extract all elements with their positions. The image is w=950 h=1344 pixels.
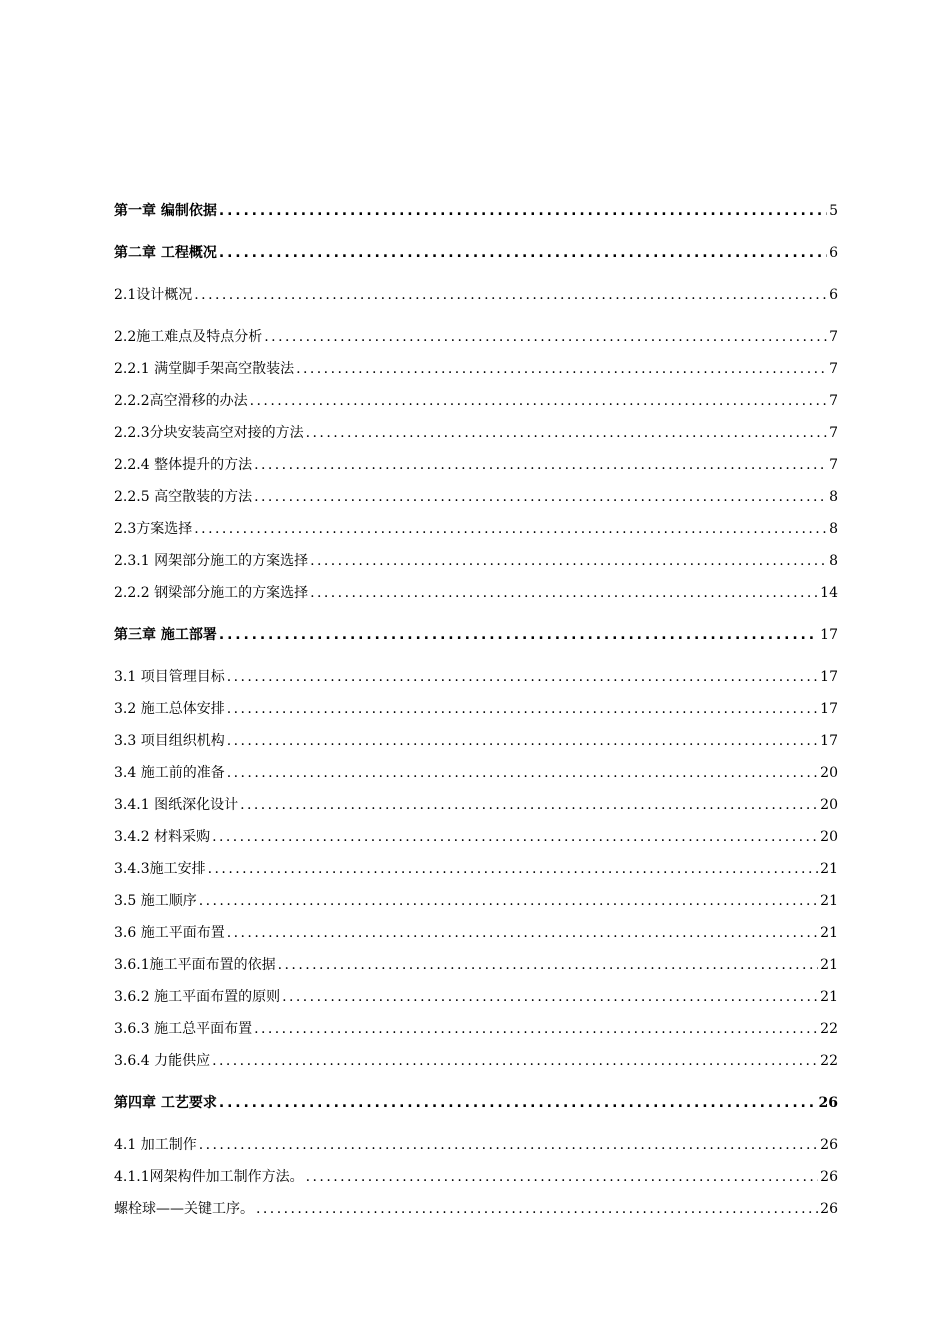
toc-dot-leader bbox=[254, 481, 827, 513]
toc-dot-leader bbox=[227, 693, 818, 725]
toc-dot-leader bbox=[306, 1161, 819, 1193]
toc-dot-leader bbox=[250, 385, 827, 417]
toc-dot-leader bbox=[264, 321, 827, 353]
toc-chapter-entry[interactable] bbox=[114, 1087, 838, 1119]
toc-dot-leader bbox=[254, 449, 827, 481]
toc-chapter-entry[interactable] bbox=[114, 195, 838, 227]
toc-page-number: 20 bbox=[820, 765, 838, 781]
toc-page-number: 26 bbox=[820, 1169, 838, 1185]
toc-page-number: 7 bbox=[829, 361, 838, 377]
toc-entry[interactable] bbox=[114, 449, 838, 481]
toc-page-number: 21 bbox=[820, 861, 838, 877]
toc-page-number: 20 bbox=[820, 797, 838, 813]
toc-entry[interactable] bbox=[114, 981, 838, 1013]
toc-entry-title: 螺栓球——关键工序。 bbox=[114, 1201, 254, 1217]
toc-dot-leader bbox=[254, 1013, 818, 1045]
toc-entry-title: 3.4.2 材料采购 bbox=[114, 829, 211, 845]
toc-dot-leader bbox=[296, 353, 827, 385]
toc-page-number: 6 bbox=[829, 287, 838, 303]
toc-dot-leader bbox=[194, 279, 827, 311]
toc-entry[interactable] bbox=[114, 1045, 838, 1077]
toc-entry[interactable] bbox=[114, 481, 838, 513]
toc-entry-title: 2.2.5 高空散装的方法 bbox=[114, 489, 253, 505]
toc-entry[interactable] bbox=[114, 1013, 838, 1045]
toc-page-number: 17 bbox=[820, 701, 838, 717]
toc-page-number: 22 bbox=[820, 1021, 838, 1037]
toc-entry-title: 4.1.1网架构件加工制作方法。 bbox=[114, 1169, 304, 1185]
toc-entry-title: 第二章 工程概况 bbox=[114, 245, 217, 261]
toc-entry[interactable] bbox=[114, 417, 838, 449]
toc-page-number: 26 bbox=[818, 1095, 838, 1111]
toc-page-number: 7 bbox=[829, 457, 838, 473]
toc-entry-title: 3.4 施工前的准备 bbox=[114, 765, 225, 781]
toc-entry-title: 3.6.3 施工总平面布置 bbox=[114, 1021, 253, 1037]
toc-entry-title: 3.3 项目组织机构 bbox=[114, 733, 225, 749]
toc-entry-title: 3.6.2 施工平面布置的原则 bbox=[114, 989, 281, 1005]
toc-dot-leader bbox=[194, 513, 827, 545]
toc-page-number: 7 bbox=[829, 425, 838, 441]
toc-entry-title: 4.1 加工制作 bbox=[114, 1137, 197, 1153]
toc-dot-leader bbox=[227, 917, 818, 949]
toc-entry-title: 2.2.2 钢梁部分施工的方案选择 bbox=[114, 585, 309, 601]
toc-entry-title: 2.3方案选择 bbox=[114, 521, 193, 537]
toc-entry[interactable] bbox=[114, 661, 838, 693]
toc-entry-title: 3.5 施工顺序 bbox=[114, 893, 197, 909]
toc-entry[interactable] bbox=[114, 577, 838, 609]
toc-page-number: 8 bbox=[829, 521, 838, 537]
toc-page-number: 7 bbox=[829, 329, 838, 345]
toc-dot-leader bbox=[240, 789, 818, 821]
toc-dot-leader bbox=[219, 195, 827, 227]
toc-entry-title: 3.1 项目管理目标 bbox=[114, 669, 225, 685]
toc-page-number: 21 bbox=[820, 925, 838, 941]
toc-page-number: 21 bbox=[820, 957, 838, 973]
toc-entry[interactable] bbox=[114, 757, 838, 789]
toc-page-number: 26 bbox=[820, 1137, 838, 1153]
toc-page-number: 8 bbox=[829, 553, 838, 569]
toc-dot-leader bbox=[199, 1129, 818, 1161]
toc-entry-title: 第三章 施工部署 bbox=[114, 627, 217, 643]
toc-entry-title: 2.2.4 整体提升的方法 bbox=[114, 457, 253, 473]
toc-entry-title: 2.2施工难点及特点分析 bbox=[114, 329, 263, 345]
table-of-contents bbox=[114, 195, 838, 1225]
toc-entry[interactable] bbox=[114, 949, 838, 981]
toc-dot-leader bbox=[219, 1087, 817, 1119]
toc-entry[interactable] bbox=[114, 513, 838, 545]
toc-entry[interactable] bbox=[114, 789, 838, 821]
toc-entry[interactable] bbox=[114, 885, 838, 917]
toc-page-number: 22 bbox=[820, 1053, 838, 1069]
toc-entry-title: 2.2.2高空滑移的办法 bbox=[114, 393, 248, 409]
toc-entry[interactable] bbox=[114, 853, 838, 885]
toc-entry[interactable] bbox=[114, 385, 838, 417]
toc-page-number: 14 bbox=[820, 585, 838, 601]
toc-entry-title: 2.3.1 网架部分施工的方案选择 bbox=[114, 553, 309, 569]
toc-dot-leader bbox=[199, 885, 818, 917]
toc-entry[interactable] bbox=[114, 279, 838, 311]
toc-dot-leader bbox=[256, 1193, 818, 1225]
toc-dot-leader bbox=[278, 949, 819, 981]
toc-page-number: 5 bbox=[829, 203, 838, 219]
toc-entry[interactable] bbox=[114, 1193, 838, 1225]
toc-entry[interactable] bbox=[114, 725, 838, 757]
toc-dot-leader bbox=[310, 577, 818, 609]
toc-chapter-entry[interactable] bbox=[114, 237, 838, 269]
toc-page-number: 17 bbox=[820, 733, 838, 749]
toc-entry-title: 第四章 工艺要求 bbox=[114, 1095, 217, 1111]
toc-page-number: 17 bbox=[820, 627, 838, 643]
toc-dot-leader bbox=[227, 757, 818, 789]
toc-dot-leader bbox=[212, 821, 818, 853]
toc-entry-title: 3.4.1 图纸深化设计 bbox=[114, 797, 239, 813]
toc-page-number: 17 bbox=[820, 669, 838, 685]
toc-entry-title: 第一章 编制依据 bbox=[114, 203, 217, 219]
toc-page-number: 6 bbox=[829, 245, 838, 261]
toc-entry[interactable] bbox=[114, 917, 838, 949]
toc-dot-leader bbox=[219, 619, 818, 651]
toc-page-number: 20 bbox=[820, 829, 838, 845]
toc-entry[interactable] bbox=[114, 353, 838, 385]
toc-entry-title: 3.6.1施工平面布置的依据 bbox=[114, 957, 276, 973]
toc-entry-title: 2.1设计概况 bbox=[114, 287, 193, 303]
toc-page-number: 8 bbox=[829, 489, 838, 505]
toc-entry[interactable] bbox=[114, 1161, 838, 1193]
toc-entry[interactable] bbox=[114, 321, 838, 353]
toc-entry[interactable] bbox=[114, 1129, 838, 1161]
toc-page-number: 26 bbox=[820, 1201, 838, 1217]
toc-entry-title: 2.2.1 满堂脚手架高空散装法 bbox=[114, 361, 295, 377]
toc-dot-leader bbox=[282, 981, 818, 1013]
toc-dot-leader bbox=[306, 417, 827, 449]
toc-dot-leader bbox=[310, 545, 827, 577]
toc-entry[interactable] bbox=[114, 821, 838, 853]
toc-entry-title: 3.6.4 力能供应 bbox=[114, 1053, 211, 1069]
toc-entry-title: 3.2 施工总体安排 bbox=[114, 701, 225, 717]
toc-dot-leader bbox=[219, 237, 827, 269]
toc-page-number: 7 bbox=[829, 393, 838, 409]
toc-page-number: 21 bbox=[820, 989, 838, 1005]
toc-entry-title: 2.2.3分块安装高空对接的方法 bbox=[114, 425, 304, 441]
toc-chapter-entry[interactable] bbox=[114, 619, 838, 651]
toc-dot-leader bbox=[212, 1045, 818, 1077]
toc-dot-leader bbox=[227, 725, 818, 757]
toc-entry[interactable] bbox=[114, 545, 838, 577]
toc-entry-title: 3.6 施工平面布置 bbox=[114, 925, 225, 941]
toc-page-number: 21 bbox=[820, 893, 838, 909]
toc-entry-title: 3.4.3施工安排 bbox=[114, 861, 206, 877]
toc-dot-leader bbox=[208, 853, 819, 885]
toc-entry[interactable] bbox=[114, 693, 838, 725]
toc-dot-leader bbox=[227, 661, 818, 693]
